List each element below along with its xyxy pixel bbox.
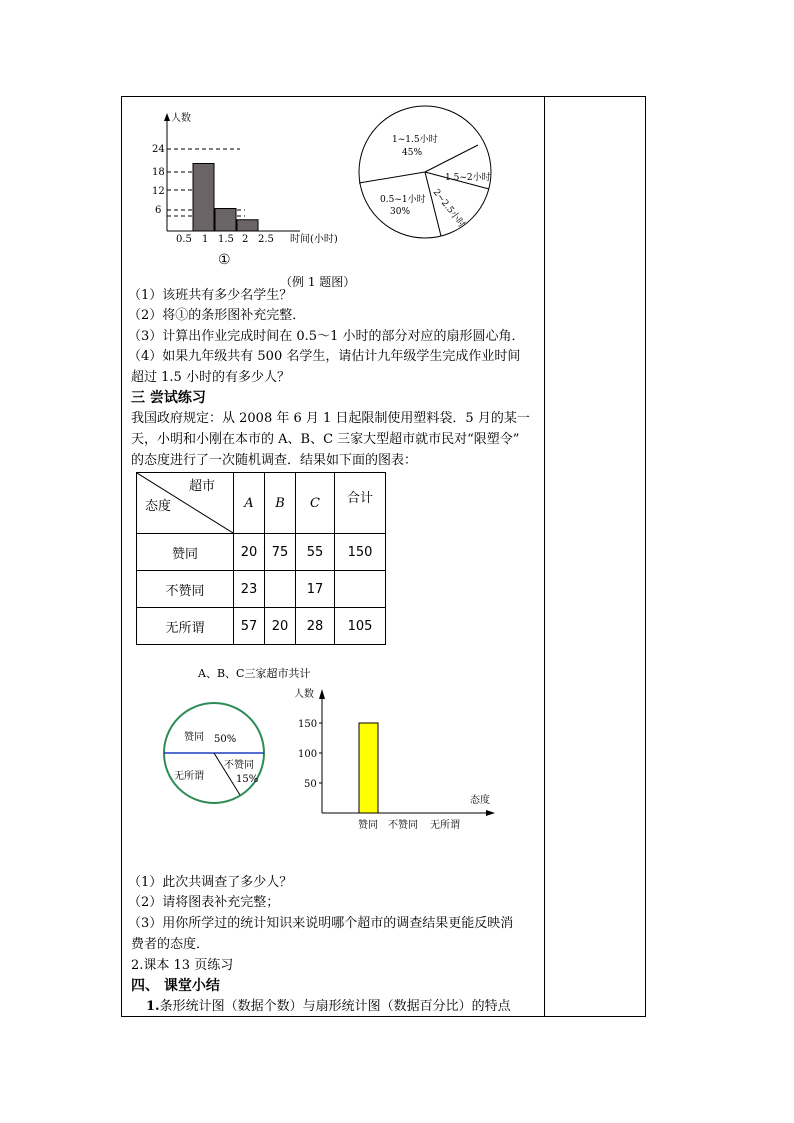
summary-number: 1. bbox=[146, 999, 160, 1014]
table-row bbox=[137, 534, 386, 571]
table-header-bottom: 态度 bbox=[145, 499, 172, 514]
table-cell bbox=[335, 571, 386, 608]
table-row-label: 不赞同 bbox=[137, 571, 234, 608]
hist-xlabel: 时间(小时) bbox=[290, 234, 338, 245]
paragraph-line: 的态度进行了一次随机调查．结果如下面的图表： bbox=[131, 453, 418, 468]
question-line: （4）如果九年级共有 500 名学生，请估计九年级学生完成作业时间 bbox=[128, 349, 521, 364]
bar-xtick: 不赞同 bbox=[388, 820, 418, 831]
table-col-header: 合计 bbox=[335, 473, 386, 534]
column-divider bbox=[544, 96, 545, 1017]
bar-ytick: 150 bbox=[298, 719, 318, 730]
bar-xtick: 无所谓 bbox=[430, 820, 460, 831]
section-title: 四、 课堂小结 bbox=[131, 978, 220, 994]
question-line: （3）计算出作业完成时间在 0.5～1 小时的部分对应的扇形圆心角． bbox=[128, 329, 525, 344]
table-row bbox=[137, 571, 386, 608]
table-header-top: 超市 bbox=[188, 479, 215, 494]
table-cell: 105 bbox=[335, 608, 386, 645]
bar-xtick: 赞同 bbox=[358, 820, 378, 831]
table-diagonal-header bbox=[137, 473, 234, 534]
pie-slice-label: 1.5~2小时 bbox=[445, 173, 491, 183]
question-line: （2）将①的条形图补充完整． bbox=[128, 308, 306, 323]
paragraph-line: 天，小明和小刚在本市的 A、B、C 三家大型超市就市民对“限塑令” bbox=[131, 432, 520, 447]
attitude-bar-chart bbox=[290, 685, 500, 835]
hist-xtick: 1.5 bbox=[218, 234, 234, 245]
table-cell: 23 bbox=[234, 571, 265, 608]
pie-label-disagree: 不赞同 bbox=[224, 760, 254, 771]
hist-ytick: 24 bbox=[152, 144, 165, 155]
pie-label-agree: 赞同 bbox=[184, 732, 204, 743]
attitude-pie-chart bbox=[160, 700, 270, 810]
table-col-header: C bbox=[296, 473, 335, 534]
histogram-bar bbox=[215, 209, 236, 232]
attitude-table bbox=[136, 472, 386, 645]
pie-slice-pct: 30% bbox=[390, 207, 411, 217]
hist-xtick: 2.5 bbox=[258, 234, 274, 245]
histogram-bar bbox=[193, 164, 214, 232]
table-cell: 20 bbox=[265, 608, 296, 645]
question-line: 费者的态度． bbox=[131, 937, 210, 952]
bar-ytick: 50 bbox=[304, 779, 317, 790]
pie-slice-label: 0.5~1小时 bbox=[380, 195, 426, 205]
question-line: （2）请将图表补充完整； bbox=[128, 895, 280, 910]
figure2-title: A、B、C三家超市共计 bbox=[198, 667, 311, 680]
hist-ylabel: 人数 bbox=[171, 113, 191, 124]
pie-slice-label: 2~2.5小时 bbox=[430, 187, 467, 230]
summary-text: 条形统计图（数据个数）与扇形统计图（数据百分比）的特点 bbox=[159, 999, 511, 1014]
hist-ytick: 12 bbox=[152, 186, 165, 197]
summary-line bbox=[146, 997, 511, 1017]
figure-index-label: ① bbox=[218, 252, 231, 268]
question-line: （1）此次共调查了多少人？ bbox=[128, 875, 293, 890]
table-cell: 20 bbox=[234, 534, 265, 571]
bar-ylabel: 人数 bbox=[294, 689, 314, 700]
hist-ytick: 6 bbox=[155, 205, 162, 216]
bar-ytick: 100 bbox=[298, 749, 318, 760]
table-row bbox=[137, 608, 386, 645]
pie-slice-label: 1~1.5小时 bbox=[392, 135, 438, 145]
hist-ytick: 18 bbox=[152, 167, 165, 178]
table-row-label: 无所谓 bbox=[137, 608, 234, 645]
table-cell: 150 bbox=[335, 534, 386, 571]
hist-xtick: 1 bbox=[202, 234, 209, 245]
attitude-bar bbox=[359, 723, 378, 813]
table-cell bbox=[265, 571, 296, 608]
table-col-header: B bbox=[265, 473, 296, 534]
question-line: 超过 1.5 小时的有多少人？ bbox=[131, 370, 290, 385]
pie-slice-pct: 45% bbox=[402, 148, 423, 158]
histogram-bar bbox=[237, 220, 258, 231]
hist-xtick: 2 bbox=[242, 234, 249, 245]
table-cell: 55 bbox=[296, 534, 335, 571]
table-cell: 28 bbox=[296, 608, 335, 645]
section-title: 三 尝试练习 bbox=[131, 390, 206, 406]
pie-label-neutral: 无所谓 bbox=[174, 771, 204, 782]
paragraph-line: 我国政府规定：从 2008 年 6 月 1 日起限制使用塑料袋．5 月的某一 bbox=[131, 411, 530, 426]
table-cell: 17 bbox=[296, 571, 335, 608]
table-row-label: 赞同 bbox=[137, 534, 234, 571]
question-line: （3）用你所学过的统计知识来说明哪个超市的调查结果更能反映消 bbox=[128, 916, 514, 931]
table-col-header: A bbox=[234, 473, 265, 534]
pie-pct-disagree: 15% bbox=[236, 774, 259, 785]
figure-caption: （例 1 题图） bbox=[280, 275, 356, 289]
table-cell: 75 bbox=[265, 534, 296, 571]
pie-pct-agree: 50% bbox=[214, 734, 237, 745]
histogram-chart bbox=[140, 105, 350, 245]
hist-xtick: 0.5 bbox=[176, 234, 192, 245]
exercise-line: 2.课本 13 页练习 bbox=[131, 958, 234, 973]
time-pie-chart bbox=[350, 100, 500, 245]
bar-xlabel: 态度 bbox=[470, 795, 490, 806]
table-cell: 57 bbox=[234, 608, 265, 645]
question-line: （1）该班共有多少名学生？ bbox=[128, 288, 293, 303]
